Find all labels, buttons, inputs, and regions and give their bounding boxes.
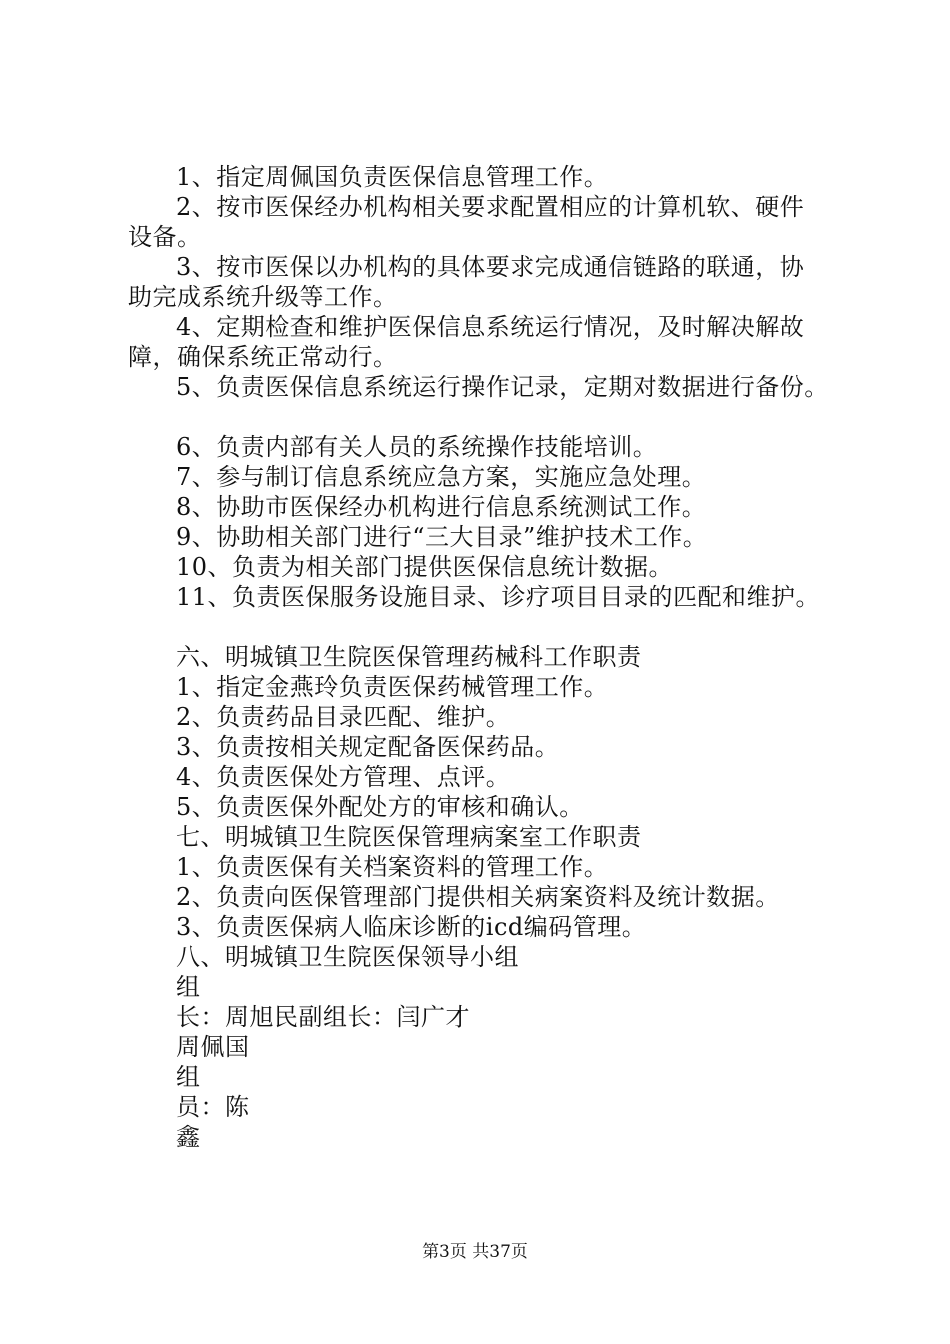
text-line: 1、负责医保有关档案资料的管理工作。 xyxy=(176,853,609,881)
text-line: 障，确保系统正常动行。 xyxy=(128,343,398,371)
section-heading: 八、明城镇卫生院医保领导小组 xyxy=(176,943,519,971)
text-line: 长：周旭民副组长：闫广才 xyxy=(176,1003,470,1031)
text-line: 8、协助市医保经办机构进行信息系统测试工作。 xyxy=(176,493,707,521)
section-heading: 六、明城镇卫生院医保管理药械科工作职责 xyxy=(176,643,642,671)
text-line: 4、定期检查和维护医保信息系统运行情况，及时解决解故 xyxy=(176,313,805,341)
text-line: 3、负责按相关规定配备医保药品。 xyxy=(176,733,560,761)
text-line: 设备。 xyxy=(128,223,202,251)
text-line: 鑫 xyxy=(176,1123,201,1151)
blank-line xyxy=(0,612,950,642)
text-line: 10、负责为相关部门提供医保信息统计数据。 xyxy=(176,553,674,581)
text-line: 3、按市医保以办机构的具体要求完成通信链路的联通，协 xyxy=(176,253,805,281)
text-line: 6、负责内部有关人员的系统操作技能培训。 xyxy=(176,433,658,461)
text-line: 3、负责医保病人临床诊断的icd编码管理。 xyxy=(176,913,647,941)
text-line: 1、指定周佩国负责医保信息管理工作。 xyxy=(176,163,609,191)
text-line: 组 xyxy=(176,1063,201,1091)
text-line: 11、负责医保服务设施目录、诊疗项目目录的匹配和维护。 xyxy=(176,583,821,611)
text-line: 5、负责医保外配处方的审核和确认。 xyxy=(176,793,584,821)
section-heading: 七、明城镇卫生院医保管理病案室工作职责 xyxy=(176,823,642,851)
text-line: 9、协助相关部门进行“三大目录”维护技术工作。 xyxy=(176,523,708,551)
text-line: 1、指定金燕玲负责医保药械管理工作。 xyxy=(176,673,609,701)
text-line: 2、负责向医保管理部门提供相关病案资料及统计数据。 xyxy=(176,883,780,911)
text-line: 5、负责医保信息系统运行操作记录，定期对数据进行备份。 xyxy=(176,373,829,401)
text-line: 2、按市医保经办机构相关要求配置相应的计算机软、硬件 xyxy=(176,193,805,221)
text-line: 2、负责药品目录匹配、维护。 xyxy=(176,703,511,731)
page-number-footer: 第3页 共37页 xyxy=(422,1242,528,1262)
text-line: 周佩国 xyxy=(176,1033,250,1061)
blank-line xyxy=(0,402,950,432)
text-line: 4、负责医保处方管理、点评。 xyxy=(176,763,511,791)
text-line: 7、参与制订信息系统应急方案，实施应急处理。 xyxy=(176,463,707,491)
text-line: 助完成系统升级等工作。 xyxy=(128,283,398,311)
document-body xyxy=(0,162,950,1152)
text-line: 员：陈 xyxy=(176,1093,250,1121)
text-line: 组 xyxy=(176,973,201,1001)
